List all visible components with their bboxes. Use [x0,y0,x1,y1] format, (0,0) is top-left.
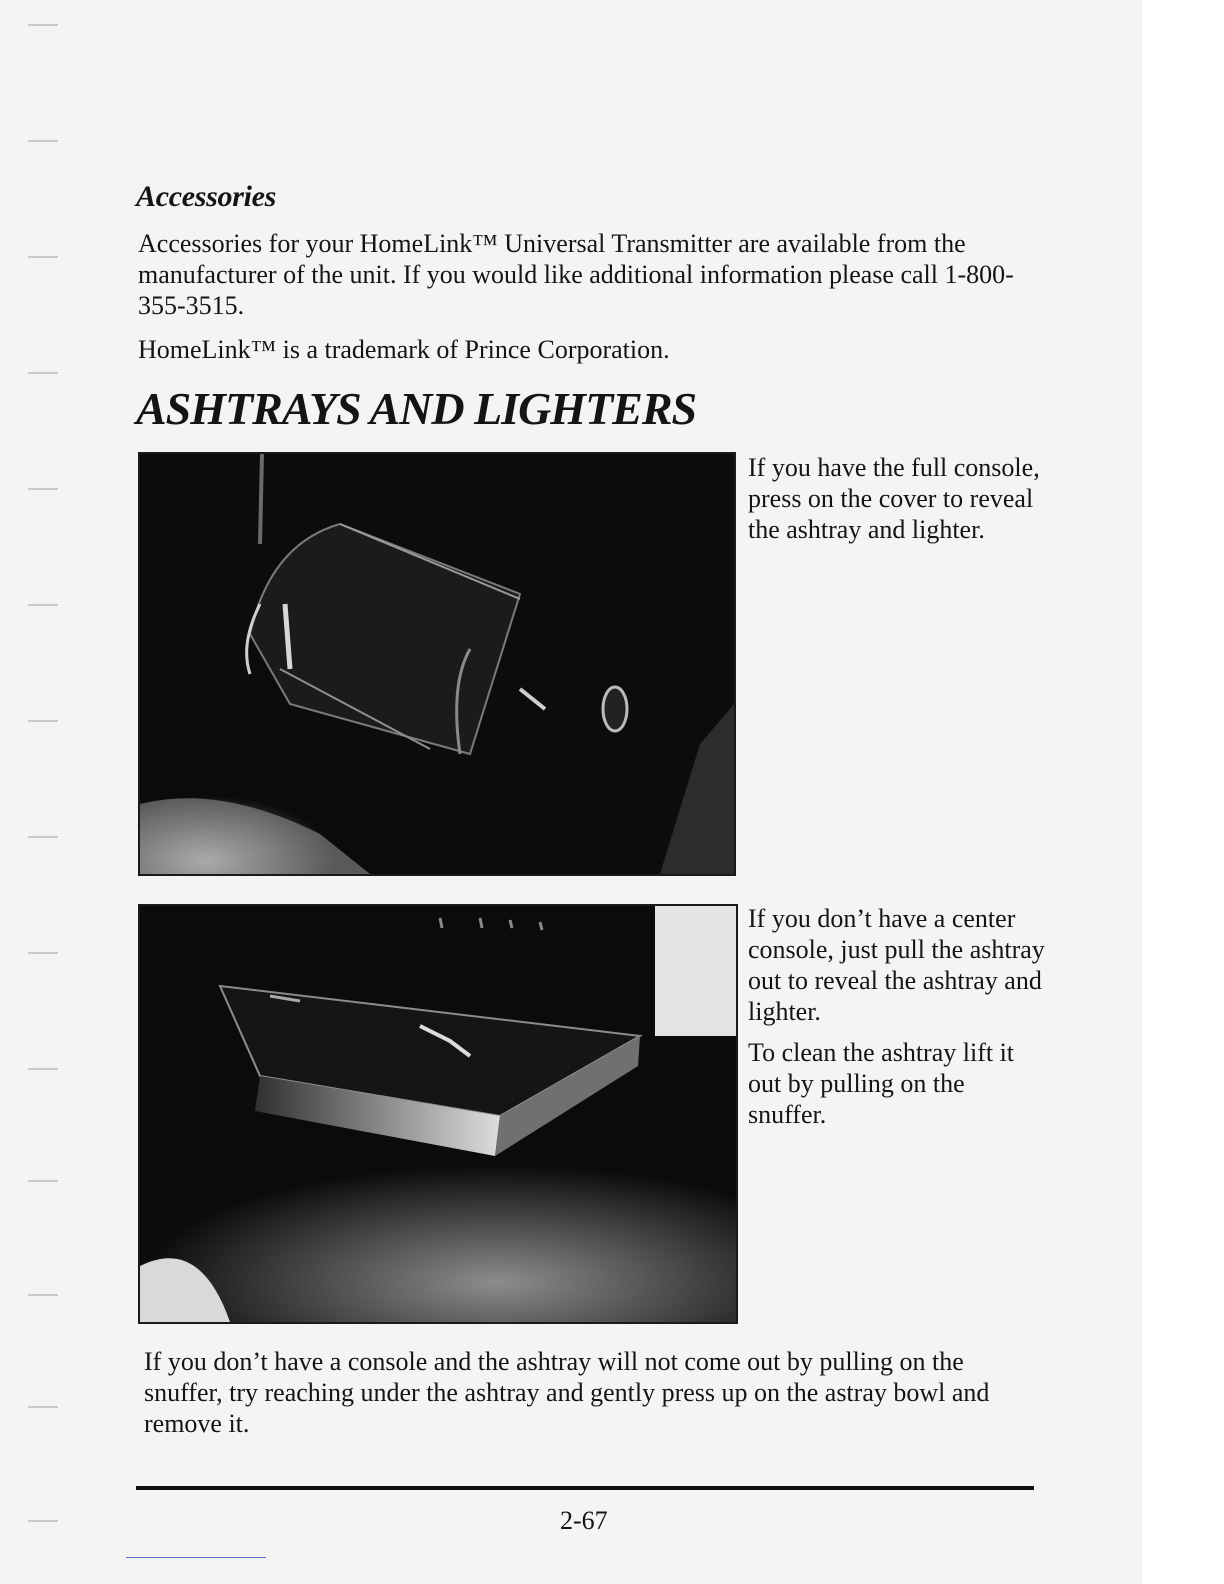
no-console-instructions-text: If you don’t have a center console, just pull the ashtray out to reveal the ashtray and lighter. [748,904,1045,1026]
trademark-paragraph: HomeLink™ is a trademark of Prince Corporation. [138,335,670,364]
console-instructions [748,452,1048,555]
page-number: 2-67 [560,1506,608,1535]
no-console-instructions [748,903,1048,1140]
margin-tick [28,256,58,258]
margin-tick [28,1294,58,1296]
margin-tick [28,720,58,722]
margin-tick [28,952,58,954]
margin-tick [28,1180,58,1182]
margin-tick [28,836,58,838]
pull-out-ashtray-photo [138,904,738,1324]
margin-tick [28,1406,58,1408]
accessories-heading: Accessories [136,180,277,213]
section-title: ASHTRAYS AND LIGHTERS [136,383,697,434]
console-instructions-text: If you have the full console, press on the cover to reveal the ashtray and lighter. [748,453,1040,544]
footer-rule [136,1486,1034,1490]
margin-tick [28,488,58,490]
margin-tick [28,1068,58,1070]
margin-tick [28,140,58,142]
removal-instructions: If you don’t have a console and the ashtray will not come out by pulling on the snuffer, try reaching under the ashtray and gently press up on the astray bowl and remove it. [144,1347,990,1438]
accessories-paragraph: Accessories for your HomeLink™ Universal Transmitter are available from the manufacturer of the unit. If you would like additional information please call 1-800-355-3515. [138,229,1014,320]
cleaning-instructions-text: To clean the ashtray lift it out by pulling on the snuffer. [748,1038,1015,1129]
margin-tick [28,604,58,606]
margin-tick-marks [28,0,58,1584]
margin-tick [28,372,58,374]
margin-tick [28,24,58,26]
link-underline [126,1557,266,1558]
console-ashtray-photo [138,452,736,876]
margin-tick [28,1520,58,1522]
